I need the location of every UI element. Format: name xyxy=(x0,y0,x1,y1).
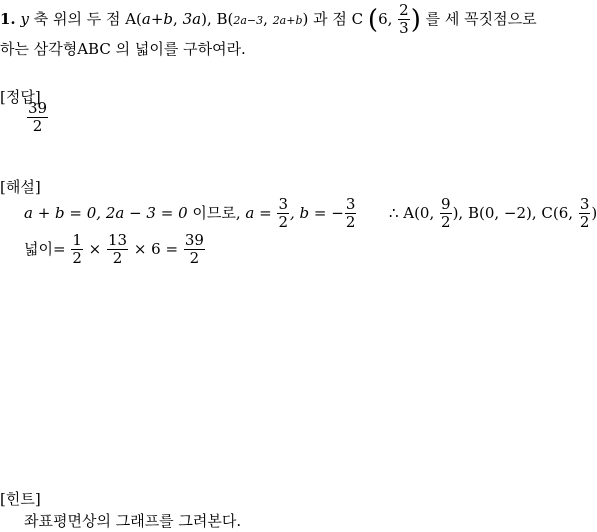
fraction-denominator: 2 xyxy=(72,249,82,268)
solution-line-2 xyxy=(24,232,206,268)
therefore-points: ∴ A(0, xyxy=(388,203,440,222)
a-value-fraction xyxy=(277,196,289,232)
solution-connective: 이므로, xyxy=(187,203,246,222)
b-equals: , b = − xyxy=(290,203,344,222)
fraction-denominator: 2 xyxy=(345,213,356,232)
problem-text-a: 축 위의 두 점 A( xyxy=(28,9,142,28)
fraction-denominator: 3 xyxy=(399,19,409,38)
area-fraction-2 xyxy=(107,232,128,268)
right-paren: ) xyxy=(410,4,421,35)
fraction-numerator: 13 xyxy=(107,231,128,249)
fraction-numerator: 39 xyxy=(28,99,48,117)
coord-2a-plus-b: 2a+b xyxy=(272,13,303,27)
problem-text-c: ) 과 점 C xyxy=(302,9,368,28)
hint-label: [힌트] xyxy=(0,490,41,508)
points-middle: ), B(0, −2), C(6, xyxy=(452,203,578,222)
problem-line-2: 하는 삼각형ABC 의 넓이를 구하여라. xyxy=(0,40,246,58)
hint-text: 좌표평면상의 그래프를 그려본다. xyxy=(24,512,242,530)
times-sign: × xyxy=(83,239,106,258)
answer-fraction xyxy=(26,100,49,136)
point-a-y-fraction xyxy=(440,196,452,232)
solution-equation: a + b = 0, 2a − 3 = 0 xyxy=(24,203,188,222)
solution-label: [해설] xyxy=(0,178,41,196)
area-fraction-1 xyxy=(71,232,83,268)
problem-line-1 xyxy=(0,2,537,38)
fraction-denominator: 2 xyxy=(579,213,590,232)
problem-number: 1. xyxy=(0,9,16,28)
fraction-numerator: 3 xyxy=(345,195,356,213)
area-label: 넓이= xyxy=(24,239,71,258)
fraction-denominator: 2 xyxy=(189,249,200,268)
answer-value xyxy=(27,100,48,136)
fraction-denominator: 2 xyxy=(441,213,451,232)
comma: , xyxy=(173,9,183,28)
a-equals: a = xyxy=(245,203,277,222)
point-c-y-fraction xyxy=(398,2,410,38)
point-c-y-fraction-solution xyxy=(579,196,591,232)
fraction-numerator: 2 xyxy=(399,1,409,19)
fraction-numerator: 3 xyxy=(579,195,590,213)
coord-2a-minus-3: 2a−3 xyxy=(233,13,264,27)
fraction-numerator: 9 xyxy=(441,195,451,213)
points-end: ) xyxy=(591,203,597,222)
coord-3a: 3a xyxy=(182,9,202,28)
problem-text-b: ), B( xyxy=(201,9,234,28)
left-paren: ( xyxy=(367,4,379,35)
fraction-numerator: 39 xyxy=(184,231,204,249)
point-c-x: 6, xyxy=(378,9,398,28)
times-six-equals: × 6 = xyxy=(129,239,183,258)
fraction-denominator: 2 xyxy=(32,117,43,136)
fraction-denominator: 2 xyxy=(112,249,123,268)
solution-line-1 xyxy=(24,196,597,232)
answer-label: [정답] xyxy=(0,88,41,106)
fraction-denominator: 2 xyxy=(278,213,289,232)
coord-a-plus-b: a+b xyxy=(141,9,174,28)
b-value-fraction xyxy=(345,196,357,232)
fraction-numerator: 3 xyxy=(278,195,289,213)
axis-variable: y xyxy=(20,9,29,28)
problem-text-d: 를 세 꼭짓점으로 xyxy=(420,9,537,28)
comma: , xyxy=(263,9,273,28)
fraction-numerator: 1 xyxy=(72,231,82,249)
area-result-fraction xyxy=(184,232,205,268)
